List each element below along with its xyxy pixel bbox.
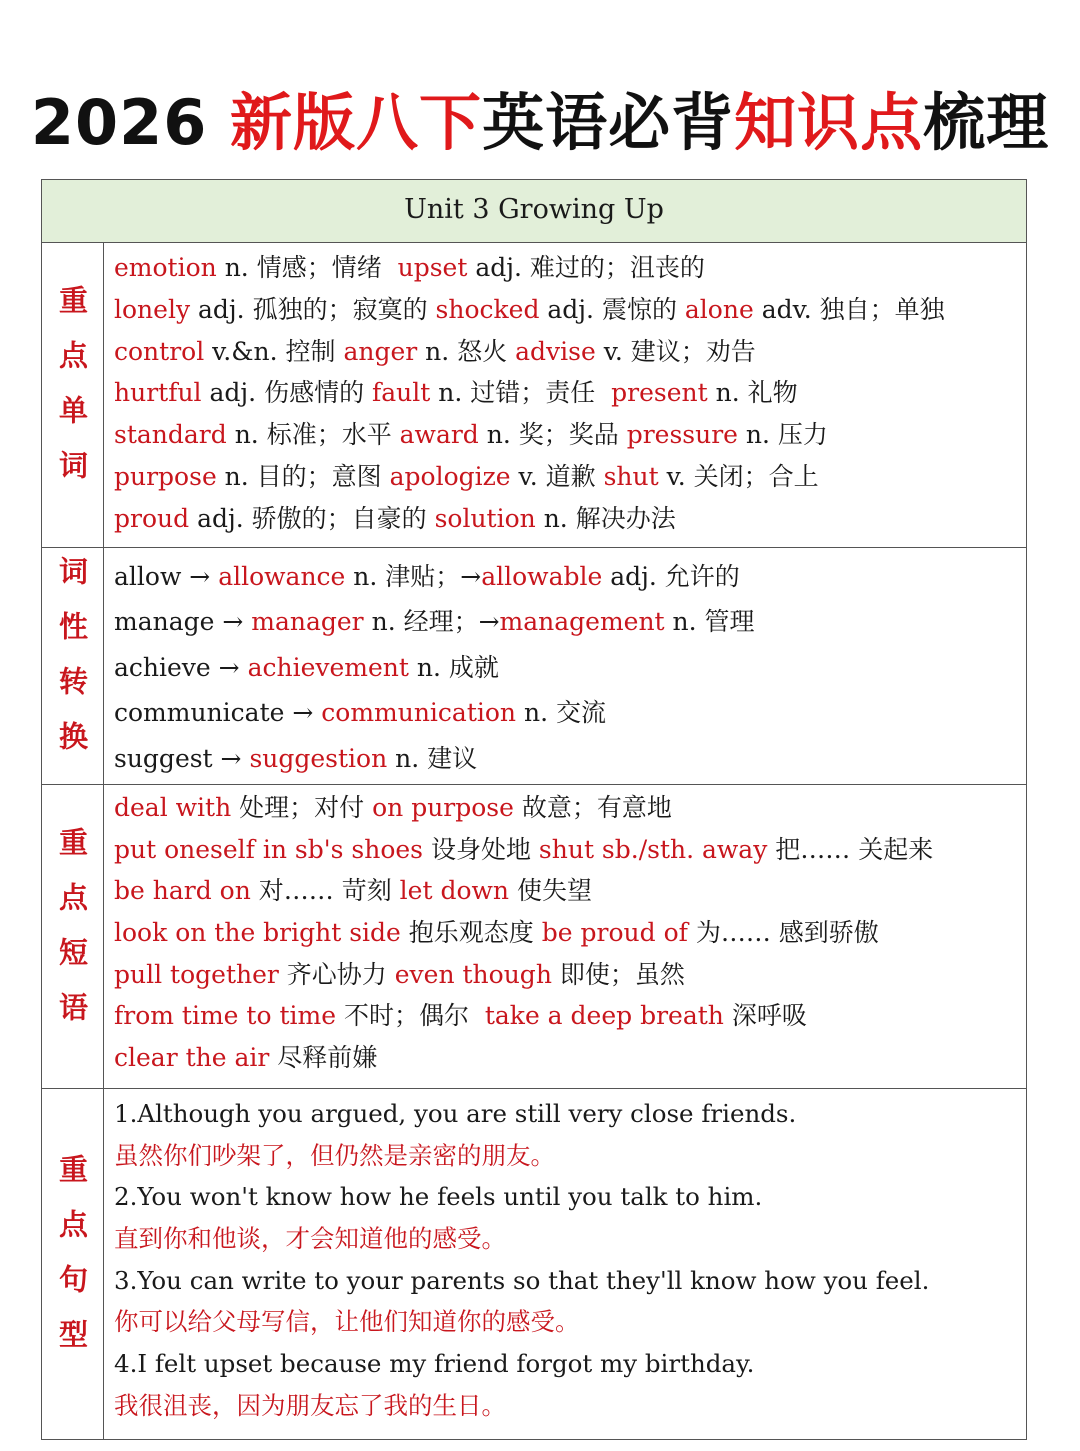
section-key-sentences xyxy=(42,1089,1026,1439)
highlight-term: pressure xyxy=(626,420,738,450)
highlight-term: fault xyxy=(372,378,431,408)
highlight-term: solution xyxy=(434,503,536,533)
section-content xyxy=(104,785,1026,1088)
plain-text: 4.I felt upset because my friend forgot my birthday. xyxy=(114,1349,755,1379)
plain-text: n. 津贴；→ xyxy=(345,562,482,591)
highlight-term: 虽然你们吵架了，但仍然是亲密的朋友。 xyxy=(114,1140,555,1170)
plain-text: adj. 允许的 xyxy=(602,562,740,591)
plain-text: n. 管理 xyxy=(664,607,755,637)
highlight-term: purpose xyxy=(114,461,217,491)
content-line xyxy=(114,289,1026,331)
highlight-term: be proud of xyxy=(541,918,688,948)
plain-text: n. 解决办法 xyxy=(535,503,676,533)
highlight-term: apologize xyxy=(389,461,511,491)
content-line xyxy=(114,1037,1026,1079)
plain-text: v. 建议；劝告 xyxy=(595,336,756,366)
highlight-term: clear the air xyxy=(114,1043,270,1073)
highlight-term: manager xyxy=(251,607,364,637)
content-line xyxy=(114,414,1026,456)
highlight-term: achievement xyxy=(247,652,409,682)
content-line xyxy=(114,912,1026,954)
plain-text: v. 关闭；合上 xyxy=(658,461,819,491)
highlight-term: 我很沮丧，因为朋友忘了我的生日。 xyxy=(114,1390,506,1420)
plain-text: suggest → xyxy=(114,743,250,773)
section-key-phrases xyxy=(42,785,1026,1089)
content-line xyxy=(114,736,1026,781)
title-part: 新版八下 xyxy=(230,86,483,159)
highlight-term: pull together xyxy=(114,959,279,989)
plain-text: 1.Although you argued, you are still very close friends. xyxy=(114,1099,797,1128)
content-line xyxy=(114,690,1026,735)
content-line xyxy=(114,1260,1026,1302)
plain-text: 尽释前嫌 xyxy=(269,1043,378,1073)
plain-text: 对…… 苛刻 xyxy=(250,876,400,906)
plain-text: communicate → xyxy=(114,698,322,728)
highlight-term: be hard on xyxy=(114,876,251,906)
highlight-term: hurtful xyxy=(114,378,202,408)
content-line xyxy=(114,456,1026,498)
plain-text: adj. 孤独的；寂寞的 xyxy=(190,294,436,324)
section-word-conversion xyxy=(42,548,1026,785)
content-line xyxy=(114,247,1026,289)
plain-text: adj. 伤感情的 xyxy=(201,378,373,408)
plain-text: n. 情感；情绪 xyxy=(216,253,398,282)
plain-text: n. 奖；奖品 xyxy=(478,420,627,450)
highlight-term: 你可以给父母写信，让他们知道你的感受。 xyxy=(114,1307,580,1337)
section-key-words xyxy=(42,243,1026,548)
highlight-term: 直到你和他谈，才会知道他的感受。 xyxy=(114,1224,506,1254)
content-line xyxy=(114,554,1026,599)
content-line xyxy=(114,498,1026,540)
plain-text: n. 建议 xyxy=(387,743,478,773)
section-label: 重点句型 xyxy=(42,1089,104,1439)
plain-text: 故意；有意地 xyxy=(513,793,672,822)
section-content xyxy=(104,548,1026,784)
highlight-term: shut sb./sth. away xyxy=(538,834,768,864)
content-line xyxy=(114,599,1026,644)
highlight-term: control xyxy=(114,336,205,366)
plain-text: n. 交流 xyxy=(516,698,606,728)
plain-text: 齐心协力 xyxy=(278,959,395,989)
highlight-term: management xyxy=(499,607,665,637)
content-line xyxy=(114,787,1026,829)
plain-text: 把…… 关起来 xyxy=(767,834,934,864)
highlight-term: deal with xyxy=(114,793,232,822)
plain-text: 即使；虽然 xyxy=(551,959,685,989)
highlight-term: present xyxy=(611,378,708,408)
content-line xyxy=(114,645,1026,690)
highlight-term: anger xyxy=(343,336,418,366)
plain-text: n. 标准；水平 xyxy=(226,420,400,450)
highlight-term: on purpose xyxy=(372,793,514,822)
highlight-term: upset xyxy=(397,253,468,282)
highlight-term: lonely xyxy=(114,294,191,324)
highlight-term: let down xyxy=(399,876,509,906)
plain-text: n. 目的；意图 xyxy=(216,461,390,491)
highlight-term: shocked xyxy=(435,294,540,324)
highlight-term: award xyxy=(399,420,479,450)
highlight-term: proud xyxy=(114,503,190,533)
highlight-term: communication xyxy=(321,698,517,728)
plain-text: manage → xyxy=(114,607,252,637)
highlight-term: allowable xyxy=(481,562,603,591)
plain-text: 抱乐观态度 xyxy=(400,918,542,948)
highlight-term: allowance xyxy=(218,562,346,591)
plain-text: 设身处地 xyxy=(423,834,539,864)
plain-text: allow → xyxy=(114,562,219,591)
title-part: 英语必背 xyxy=(482,86,735,159)
knowledge-table xyxy=(41,179,1027,1440)
content-line xyxy=(114,954,1026,996)
plain-text: 不时；偶尔 xyxy=(336,1001,485,1031)
highlight-term: look on the bright side xyxy=(114,918,401,948)
plain-text: v. 道歉 xyxy=(510,461,604,491)
plain-text: adj. 震惊的 xyxy=(539,294,685,324)
plain-text: n. 怒火 xyxy=(417,336,516,366)
plain-text: n. 经理；→ xyxy=(363,607,500,637)
section-content xyxy=(104,1089,1026,1439)
highlight-term: take a deep breath xyxy=(484,1001,724,1031)
plain-text: adj. 难过的；沮丧的 xyxy=(467,253,705,282)
title-part: 知识点 xyxy=(734,86,924,159)
plain-text: n. 压力 xyxy=(737,420,828,450)
plain-text: n. 过错；责任 xyxy=(430,378,612,408)
title-part: 2026 xyxy=(30,86,231,159)
highlight-term: alone xyxy=(684,294,754,324)
section-label: 词性转换 xyxy=(42,548,104,784)
highlight-term: emotion xyxy=(114,253,217,282)
section-label: 重点单词 xyxy=(42,243,104,547)
unit-header: Unit 3 Growing Up xyxy=(42,180,1026,243)
content-line xyxy=(114,331,1026,373)
content-line xyxy=(114,1301,1026,1343)
highlight-term: put oneself in sb's shoes xyxy=(114,834,423,864)
content-line xyxy=(114,1093,1026,1135)
plain-text: 为…… 感到骄傲 xyxy=(687,918,879,948)
content-line xyxy=(114,870,1026,912)
content-line xyxy=(114,1343,1026,1385)
highlight-term: from time to time xyxy=(114,1001,336,1031)
plain-text: adj. 骄傲的；自豪的 xyxy=(189,503,435,533)
plain-text: 深呼吸 xyxy=(723,1001,807,1031)
page-title xyxy=(0,78,1080,168)
highlight-term: standard xyxy=(114,420,227,450)
highlight-term: even though xyxy=(394,959,552,989)
plain-text: 3.You can write to your parents so that they'll know how you feel. xyxy=(114,1265,930,1295)
highlight-term: shut xyxy=(603,461,659,491)
content-line xyxy=(114,1176,1026,1218)
plain-text: adv. 独自；单独 xyxy=(753,294,945,324)
plain-text: 处理；对付 xyxy=(231,793,373,822)
highlight-term: advise xyxy=(515,336,596,366)
plain-text: v.&n. 控制 xyxy=(204,336,344,366)
content-line xyxy=(114,372,1026,414)
content-line xyxy=(114,1385,1026,1427)
plain-text: 2.You won't know how he feels until you talk to him. xyxy=(114,1182,763,1212)
plain-text: n. 礼物 xyxy=(707,378,798,408)
plain-text: 使失望 xyxy=(509,876,592,906)
plain-text: n. 成就 xyxy=(408,652,499,682)
content-line xyxy=(114,829,1026,871)
section-content xyxy=(104,243,1026,547)
content-line xyxy=(114,1135,1026,1177)
content-line xyxy=(114,1218,1026,1260)
highlight-term: suggestion xyxy=(249,743,388,773)
plain-text: achieve → xyxy=(114,652,248,682)
content-line xyxy=(114,995,1026,1037)
title-part: 梳理 xyxy=(923,86,1050,159)
section-label: 重点短语 xyxy=(42,785,104,1088)
